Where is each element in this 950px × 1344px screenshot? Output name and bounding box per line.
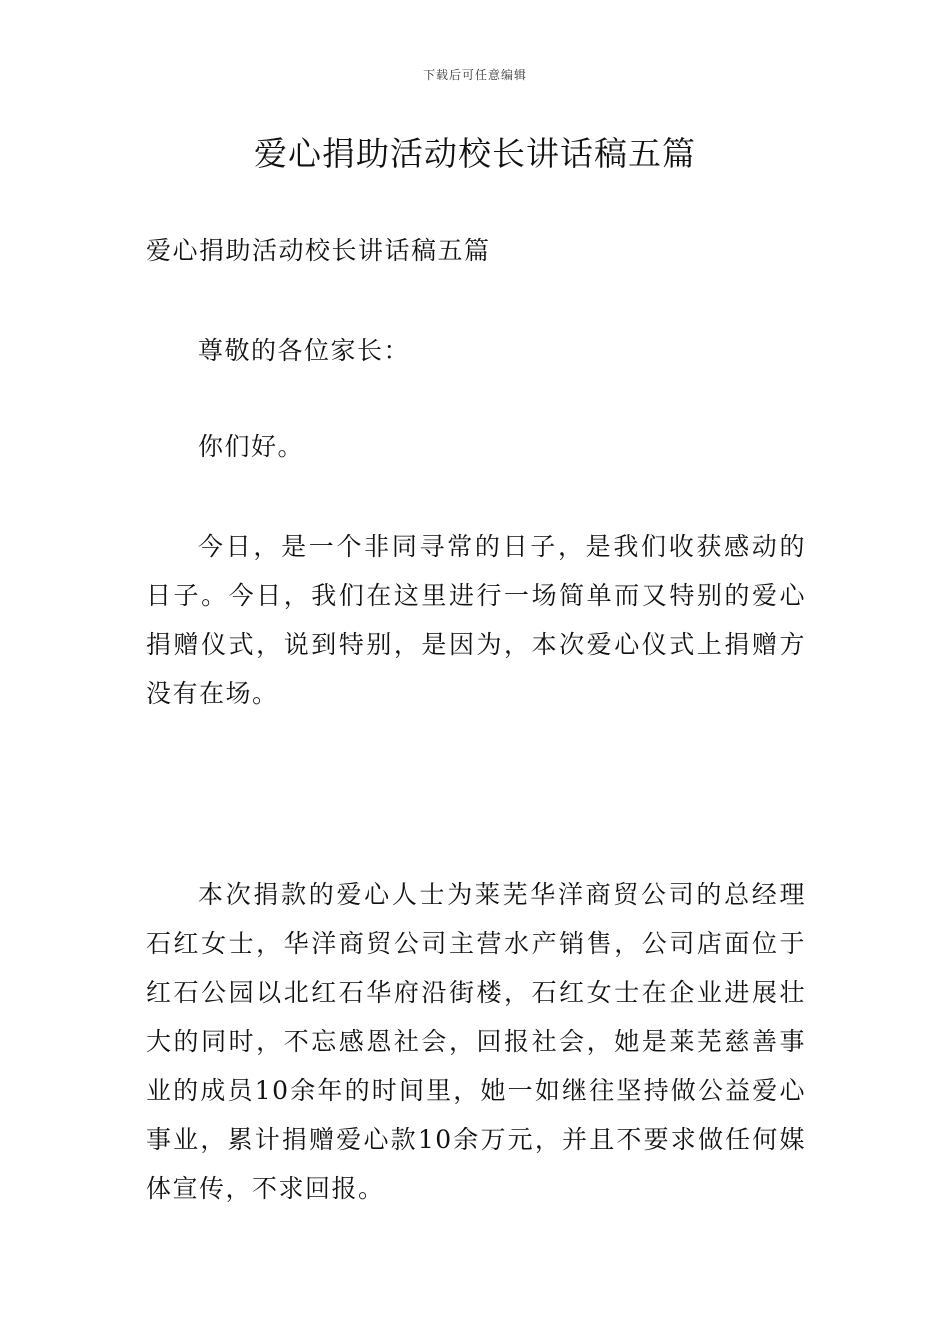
body-paragraph-2: 本次捐款的爱心人士为莱芜华洋商贸公司的总经理石红女士，华洋商贸公司主营水产销售，公司店面位于红石公园以北红石华府沿街楼，石红女士在企业进展壮大的同时，不忘感恩社会，回报社会，她是莱芜慈善事业的成员10余年的时间里，她一如继往坚持做公益爱心事业，累计捐赠爱心款10余万元，并且不要求做任何媒体宣传，不求回报。 (146, 880, 806, 1203)
body-paragraph-1: 今日，是一个非同寻常的日子，是我们收获感动的日子。今日，我们在这里进行一场简单而又特别的爱心捐赠仪式，说到特别，是因为，本次爱心仪式上捐赠方没有在场。 (146, 532, 806, 708)
greeting-paragraph: 你们好。 (198, 432, 305, 461)
salutation-paragraph: 尊敬的各位家长： (198, 336, 411, 365)
document-title: 爱心捐助活动校长讲话稿五篇 (254, 134, 696, 173)
page-header-note: 下载后可任意编辑 (422, 68, 527, 82)
document-subtitle: 爱心捐助活动校长讲话稿五篇 (146, 236, 491, 265)
